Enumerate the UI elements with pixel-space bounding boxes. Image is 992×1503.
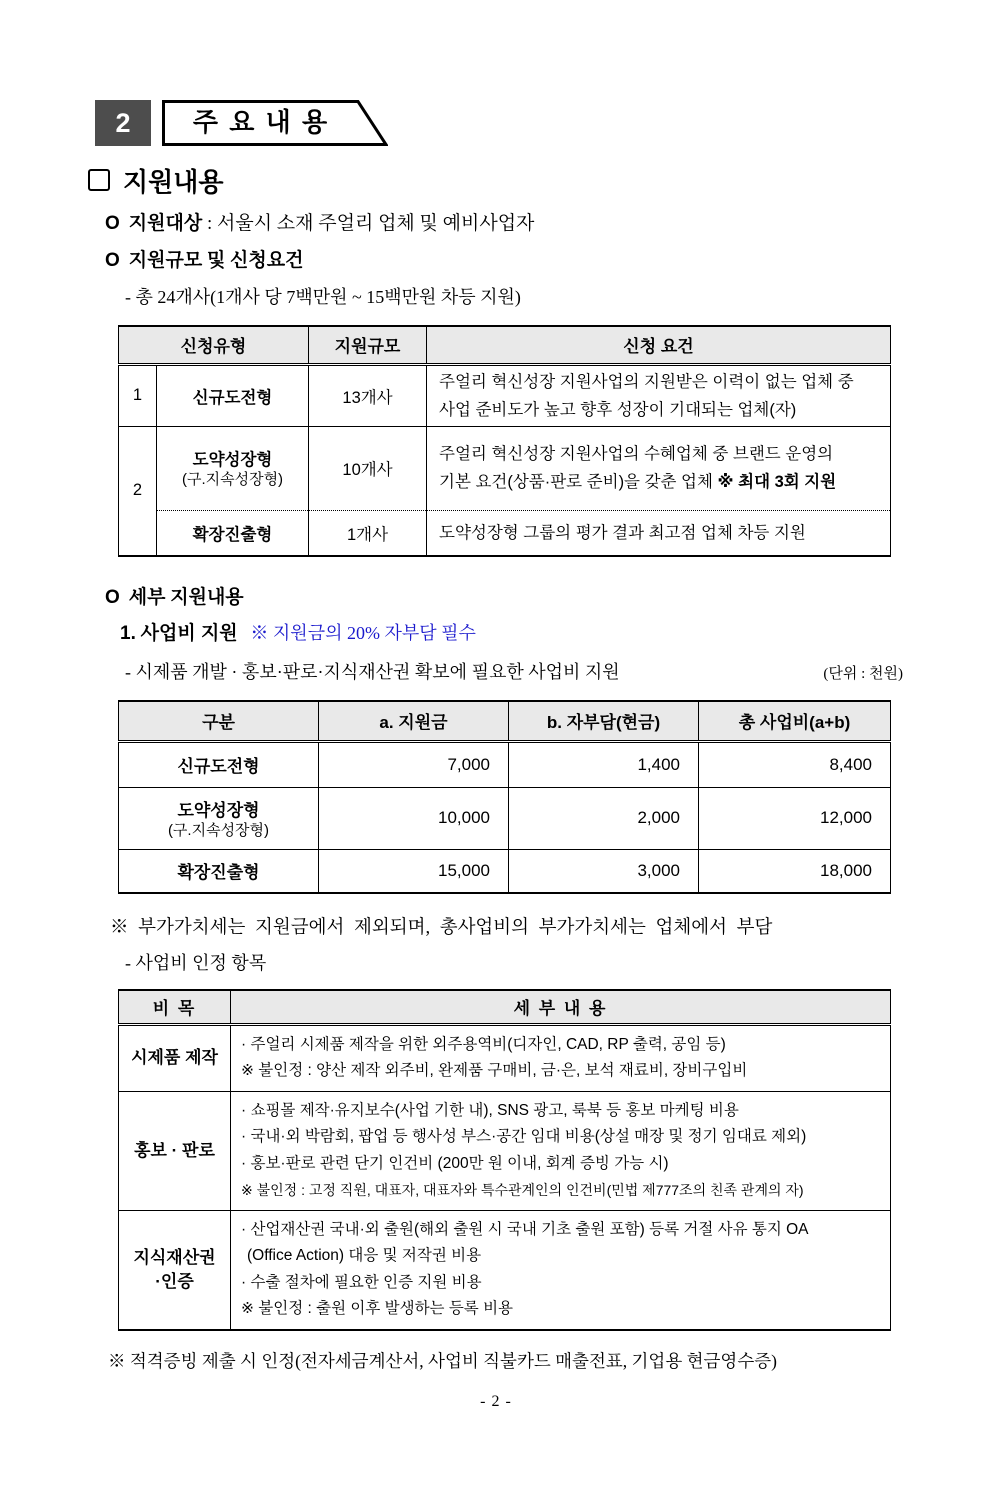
category-name: 도약성장형 xyxy=(177,800,260,820)
requirement-line: 주얼리 혁신성장 지원사업의 지원받은 이력이 없는 업체 중 xyxy=(439,372,854,391)
support-scale-detail: - 총 24개사(1개사 당 7백만원 ~ 15백만원 차등 지원) xyxy=(125,287,521,307)
table-row xyxy=(119,1091,891,1210)
detail-line: ※ 불인정 : 양산 제작 외주비, 완제품 구매비, 금·은, 보석 재료비, 장비구입비 xyxy=(241,1062,748,1079)
cell-item-name: 시제품 제작 xyxy=(119,1024,231,1091)
cell-scale: 1개사 xyxy=(309,510,427,556)
circle-bullet-icon: O xyxy=(105,250,120,271)
table-row xyxy=(119,510,891,556)
cell-item-detail xyxy=(231,1024,891,1091)
eligible-items-heading: - 사업비 인정 항목 xyxy=(125,953,267,973)
table-row xyxy=(119,364,891,426)
document-page xyxy=(0,100,992,1411)
table-row xyxy=(119,849,891,893)
detail-line: · 주얼리 시제품 제작을 위한 외주용역비(디자인, CAD, RP 출력, 공임 등) xyxy=(241,1035,726,1053)
table-row xyxy=(119,1024,891,1091)
col-header-scale: 지원규모 xyxy=(309,326,427,364)
cell-grant: 7,000 xyxy=(319,741,509,787)
budget-desc-line xyxy=(125,658,903,684)
requirement-line xyxy=(439,468,890,496)
cell-self-pay: 3,000 xyxy=(509,849,699,893)
detail-line: · 수출 절차에 필요한 인증 지원 비용 xyxy=(241,1273,482,1291)
cell-total: 18,000 xyxy=(699,849,891,893)
cell-scale: 10개사 xyxy=(309,426,427,510)
category-subname: (구.지속성장형) xyxy=(167,821,270,839)
cell-type-name: 신규도전형 xyxy=(157,364,309,426)
support-target-label: 지원대상 xyxy=(128,213,203,234)
budget-table xyxy=(118,700,891,894)
detail-line: ※ 불인정 : 출원 이후 발생하는 등록 비용 xyxy=(241,1300,514,1317)
item-name-line: 지식재산권 xyxy=(133,1247,216,1267)
cell-requirements xyxy=(427,510,891,556)
vat-note: ※ 부가가치세는 지원금에서 제외되며, 총사업비의 부가가치세는 업체에서 부담 xyxy=(110,918,773,938)
table-header-row xyxy=(119,990,891,1024)
support-scale-heading-line xyxy=(105,245,992,272)
detail-heading-line xyxy=(105,582,992,609)
item-name-line: ·인증 xyxy=(155,1271,194,1291)
table-row xyxy=(119,1210,891,1330)
eligible-items-table xyxy=(118,989,891,1331)
table-row xyxy=(119,787,891,849)
cell-total: 12,000 xyxy=(699,787,891,849)
circle-bullet-icon: O xyxy=(105,587,120,608)
proof-note: ※ 적격증빙 제출 시 인정(전자세금계산서, 사업비 직불카드 매출전표, 기업용 현금영수증) xyxy=(108,1350,777,1371)
cell-grant: 10,000 xyxy=(319,787,509,849)
type-subname: (구.지속성장형) xyxy=(181,471,284,488)
square-bullet-icon xyxy=(88,169,110,191)
support-scale-heading: 지원규모 및 신청요건 xyxy=(128,250,304,271)
cell-grant: 15,000 xyxy=(319,849,509,893)
table-row xyxy=(119,426,891,510)
detail-heading: 세부 지원내용 xyxy=(128,587,244,608)
support-title: 지원내용 xyxy=(123,166,224,197)
requirement-line: 도약성장형 그룹의 평가 결과 최고점 업체 차등 지원 xyxy=(439,523,806,542)
cell-type-name xyxy=(157,426,309,510)
detail-line: · 국내·외 박람회, 팝업 등 행사성 부스·공간 임대 비용(상설 매장 및 정기 임대료 제외) xyxy=(241,1128,807,1145)
requirement-line: 사업 준비도가 높고 향후 성장이 기대되는 업체(자) xyxy=(439,400,797,419)
unit-note: (단위 : 천원) xyxy=(823,666,903,682)
requirement-emphasis: ※ 최대 3회 지원 xyxy=(717,473,837,491)
cell-row-number: 1 xyxy=(119,364,157,426)
col-header-grant: a. 지원금 xyxy=(319,701,509,741)
col-header-requirement: 신청 요건 xyxy=(427,326,891,364)
section-number-badge: 2 xyxy=(95,100,151,146)
cell-self-pay: 1,400 xyxy=(509,741,699,787)
cell-item-detail xyxy=(231,1210,891,1330)
table-row xyxy=(119,741,891,787)
page-number: - 2 - xyxy=(480,1392,512,1410)
cell-requirements xyxy=(427,426,891,510)
section-header xyxy=(95,100,992,146)
support-target-value: : 서울시 소재 주얼리 업체 및 예비사업자 xyxy=(202,213,535,234)
col-header-category: 구분 xyxy=(119,701,319,741)
application-type-table xyxy=(118,325,891,557)
table-header-row xyxy=(119,326,891,364)
col-header-detail: 세 부 내 용 xyxy=(231,990,891,1024)
self-pay-note: ※ 지원금의 20% 자부담 필수 xyxy=(250,623,476,643)
support-target-line xyxy=(105,208,992,235)
col-header-item: 비 목 xyxy=(119,990,231,1024)
cell-row-number: 2 xyxy=(119,426,157,556)
section-title-banner xyxy=(162,100,388,146)
item-number: 1. xyxy=(120,623,136,644)
cell-scale: 13개사 xyxy=(309,364,427,426)
table-header-row xyxy=(119,701,891,741)
cell-category: 확장진출형 xyxy=(119,849,319,893)
cell-category: 신규도전형 xyxy=(119,741,319,787)
cell-self-pay: 2,000 xyxy=(509,787,699,849)
requirement-line: 주얼리 혁신성장 지원사업의 수혜업체 중 브랜드 운영의 xyxy=(439,445,834,463)
detail-line: (Office Action) 대응 및 저작권 비용 xyxy=(247,1247,482,1264)
detail-line: · 홍보·판로 관련 단기 인건비 (200만 원 이내, 회계 증빙 가능 시) xyxy=(241,1154,669,1172)
col-header-type: 신청유형 xyxy=(119,326,309,364)
section-title: 주 요 내 용 xyxy=(192,107,330,137)
budget-item-line xyxy=(120,618,992,645)
type-name: 도약성장형 xyxy=(192,451,273,469)
cell-requirements xyxy=(427,364,891,426)
circle-bullet-icon: O xyxy=(105,213,120,234)
cell-type-name: 확장진출형 xyxy=(157,510,309,556)
detail-line: · 쇼핑몰 제작·유지보수(사업 기한 내), SNS 광고, 룩북 등 홍보 마케팅 비용 xyxy=(241,1101,739,1119)
support-title-line xyxy=(88,163,992,197)
detail-line: · 산업재산권 국내·외 출원(해외 출원 시 국내 기초 출원 포함) 등록 거절 사유 통지 OA xyxy=(241,1220,809,1238)
budget-desc: - 시제품 개발 · 홍보·판로·지식재산권 확보에 필요한 사업비 지원 xyxy=(125,662,620,682)
detail-line: ※ 불인정 : 고정 직원, 대표자, 대표자와 특수관계인의 인건비(민법 제777조의 친족 관계의 자) xyxy=(241,1182,804,1198)
cell-item-detail xyxy=(231,1091,891,1210)
requirement-text: 기본 요건(상품·판로 준비)을 갖춘 업체 xyxy=(439,473,713,491)
cell-total: 8,400 xyxy=(699,741,891,787)
cell-item-name xyxy=(119,1210,231,1330)
item-label: 사업비 지원 xyxy=(140,623,238,644)
cell-item-name: 홍보 · 판로 xyxy=(119,1091,231,1210)
cell-category xyxy=(119,787,319,849)
col-header-self-pay: b. 자부담(현금) xyxy=(509,701,699,741)
col-header-total: 총 사업비(a+b) xyxy=(699,701,891,741)
